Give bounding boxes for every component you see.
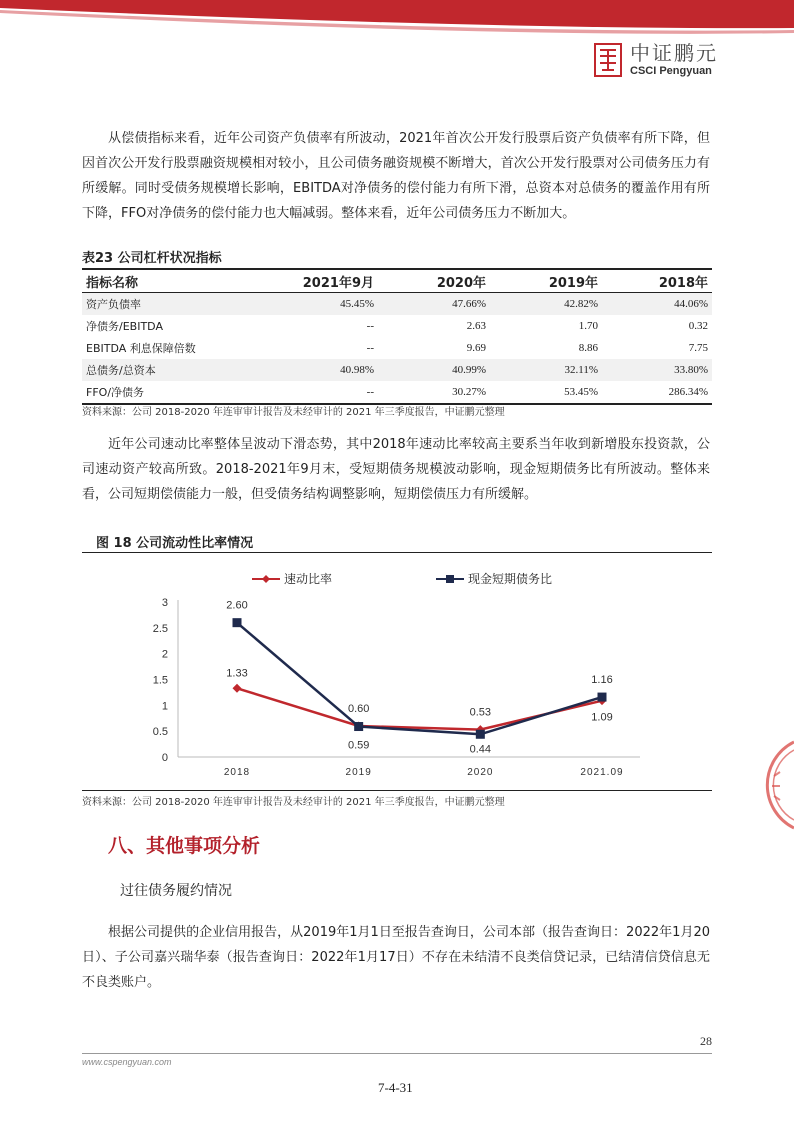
company-logo	[594, 42, 718, 78]
table-cell: 30.27%	[378, 381, 490, 404]
leverage-table	[82, 268, 712, 405]
credit-history-paragraph: 根据公司提供的企业信用报告，从2019年1月1日至报告查询日，公司本部（报告查询日：2022年1月20日）、子公司嘉兴瑞华泰（报告查询日：2022年1月17日）不存在未结清不良类信贷记录，已结清信贷信息无不良类账户。	[82, 925, 710, 990]
subsection-heading: 过往债务履约情况	[120, 883, 232, 899]
figure-title: 图 18 公司流动性比率情况	[96, 536, 254, 551]
table-cell: 2.63	[466, 320, 486, 332]
y-tick-label: 2	[161, 648, 168, 661]
row-label: 净债务/EBITDA	[86, 320, 163, 333]
data-label: 1.16	[591, 674, 613, 687]
table-cell: 8.86	[578, 342, 598, 354]
legend-label-cash-ratio: 现金短期债务比	[468, 572, 553, 586]
y-tick-label: 3	[161, 597, 168, 609]
liquidity-chart	[82, 555, 712, 787]
chart-axes	[153, 597, 640, 778]
data-label: 0.59	[347, 739, 370, 752]
x-tick-label: 2019	[345, 767, 372, 778]
x-tick-label: 2021.09	[580, 767, 624, 778]
figure-source-note: 资料来源：公司 2018-2020 年连审审计报告及未经审计的 2021 年三季度报告，中证鹏元整理	[82, 797, 505, 808]
liquidity-paragraph: 近年公司速动比率整体呈波动下滑态势，其中2018年速动比率较高主要系当年收到新增股东投资款，公司速动资产较高所致。2018-2021年9月末，受短期债务规模波动影响，现金短期债务比有所波动。整体来看，公司短期偿债能力一般，但受债务结构调整影响，短期偿债压力有所缓解。	[82, 437, 710, 502]
table-header-cell: 2019年	[490, 269, 602, 293]
row-label: EBITDA 利息保障倍数	[86, 342, 196, 355]
data-label: 0.44	[469, 743, 492, 756]
table-cell: --	[366, 342, 374, 354]
y-tick-label: 1.5	[152, 674, 168, 687]
table-header-cell: 2020年	[378, 269, 490, 293]
debt-indicators-paragraph: 从偿债指标来看，近年公司资产负债率有所波动，2021年首次公开发行股票后资产负债率有所下降，但因首次公开发行股票融资规模相对较小，且公司债务融资规模不断增大，首次公开发行股票对公司债务压力有所缓解。同时受债务规模增长影响，EBITDA对净债务的偿付能力有所下滑，总资本对总债务的覆盖作用有所下降，FFO对净债务的偿付能力也大幅减弱。整体来看，近年公司债务压力不断加大。	[82, 131, 710, 221]
legend-marker-cash-ratio	[446, 575, 454, 583]
row-label: 资产负债率	[82, 293, 266, 316]
x-tick-label: 2020	[467, 767, 494, 778]
company-seal-stamp	[752, 740, 794, 830]
y-tick-label: 1	[161, 700, 168, 713]
y-tick-label: 2.5	[152, 622, 168, 635]
table-cell: 9.69	[466, 342, 486, 354]
y-tick-label: 0	[161, 752, 168, 764]
table-row	[82, 337, 712, 359]
table-cell: 32.11%	[490, 359, 602, 381]
data-label: 0.60	[347, 703, 370, 715]
data-point-cash-ratio	[598, 693, 607, 702]
page-number: 28	[700, 1034, 712, 1048]
y-tick-label: 0.5	[152, 726, 168, 739]
data-label: 0.53	[469, 706, 492, 719]
folio-number: 7-4-31	[378, 1080, 413, 1095]
table-header-cell: 2018年	[602, 269, 712, 293]
data-point-cash-ratio	[354, 722, 363, 731]
table-cell: 286.34%	[602, 381, 712, 404]
series-line-1	[237, 623, 602, 735]
table-source-note: 资料来源：公司 2018-2020 年连审审计报告及未经审计的 2021 年三季度报告，中证鹏元整理	[82, 407, 505, 418]
table-row	[82, 315, 712, 337]
row-label: 总债务/总资本	[82, 359, 266, 381]
logo-seal-icon	[594, 43, 622, 77]
logo-cn-text: 中证鹏元	[630, 41, 718, 65]
data-label: 2.60	[226, 599, 248, 612]
table-cell: 53.45%	[490, 381, 602, 404]
data-point-quick-ratio	[233, 684, 242, 693]
footer-rule	[82, 1053, 712, 1054]
table-cell: 47.66%	[378, 293, 490, 316]
table-cell: 0.32	[688, 320, 708, 332]
table-cell: 45.45%	[266, 293, 378, 316]
data-point-cash-ratio	[476, 730, 485, 739]
legend-label-quick-ratio: 速动比率	[284, 572, 333, 586]
table-row	[82, 293, 712, 316]
figure-bottom-rule	[82, 790, 712, 791]
table-header-cell: 指标名称	[82, 269, 266, 293]
table-cell: --	[266, 381, 378, 404]
table-cell: 33.80%	[602, 359, 712, 381]
table-cell: 1.70	[578, 320, 598, 332]
chart-plot-area	[226, 600, 612, 756]
table-cell: 7.75	[688, 342, 708, 354]
table-cell: 40.98%	[266, 359, 378, 381]
x-tick-label: 2018	[223, 767, 251, 778]
legend-marker-quick-ratio	[262, 575, 270, 583]
chart-legend	[252, 571, 552, 586]
website-link[interactable]: www.cspengyuan.com	[82, 1057, 172, 1067]
section-heading: 八、其他事项分析	[108, 835, 261, 857]
table-header-row	[82, 269, 712, 293]
table-cell: 44.06%	[602, 293, 712, 316]
table-title: 表23 公司杠杆状况指标	[82, 251, 222, 266]
series-line-0	[237, 688, 602, 729]
table-cell: 42.82%	[490, 293, 602, 316]
table-header-cell: 2021年9月	[266, 269, 378, 293]
data-point-cash-ratio	[233, 618, 242, 627]
table-row	[82, 381, 712, 404]
logo-en-text: CSCI Pengyuan	[630, 65, 712, 77]
table-cell: 40.99%	[378, 359, 490, 381]
row-label: FFO/净债务	[82, 381, 266, 404]
data-label: 1.09	[591, 711, 613, 724]
table-cell: --	[366, 320, 374, 332]
table-row	[82, 359, 712, 381]
figure-top-rule	[82, 552, 712, 553]
data-label: 1.33	[226, 667, 248, 680]
